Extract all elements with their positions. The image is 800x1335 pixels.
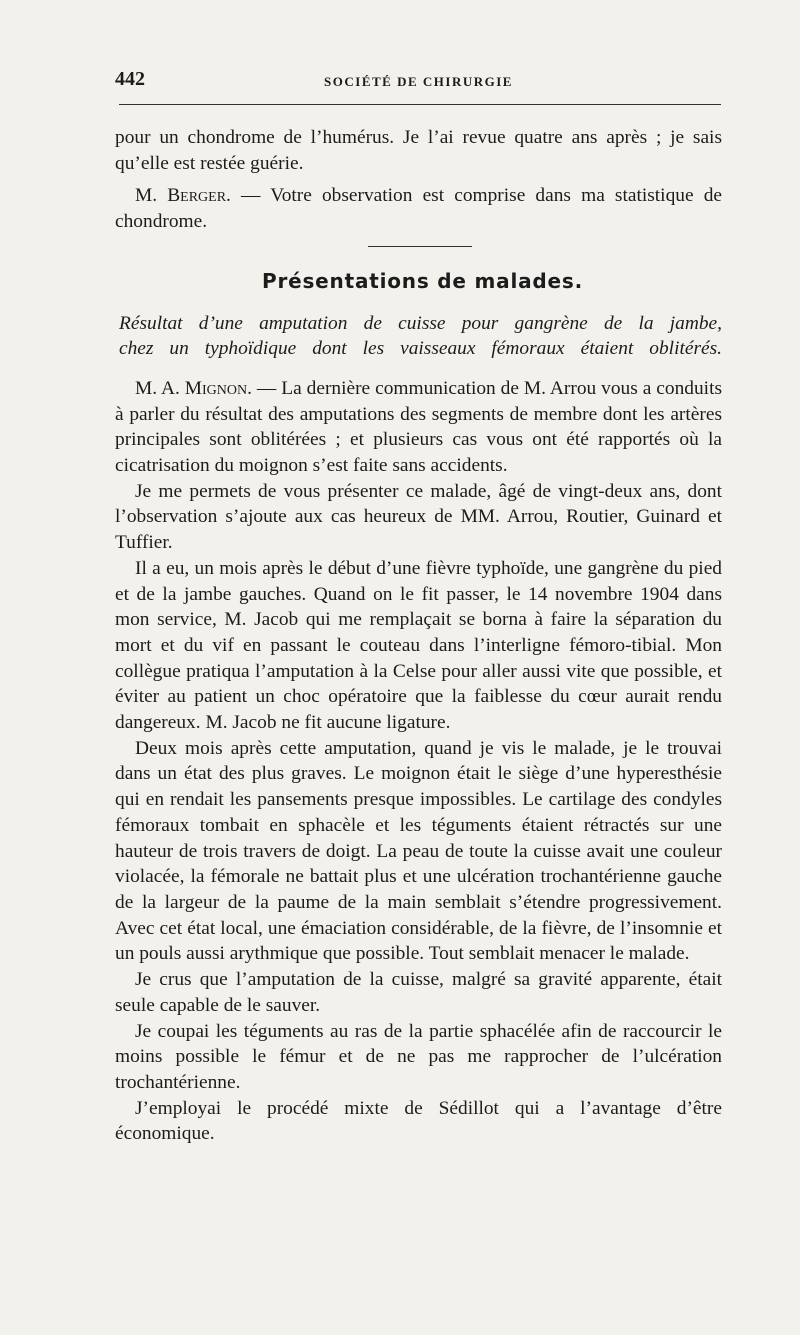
paragraph-continuation: pour un chondrome de l’humérus. Je l’ai revue quatre ans après ; je sais qu’elle est restée guérie. xyxy=(115,127,722,174)
body-text xyxy=(115,125,722,1147)
paragraph: Je me permets de vous présenter ce malade, âgé de vingt-deux ans, dont l’observation s’ajoute aux cas heureux de MM. Arrou, Routier, Guinard et Tuffier. xyxy=(115,480,722,554)
paragraph: Je coupai les téguments au ras de la partie sphacélée afin de raccourcir le moins possible le fémur et de ne pas me rapprocher de l’ulcération trochantérienne. xyxy=(115,1020,722,1093)
paragraph-text: — Votre observation est comprise dans ma statistique de chondrome. xyxy=(115,185,722,233)
paragraph: Je crus que l’amputation de la cuisse, malgré sa gravité apparente, était seule capable de le sauver. xyxy=(115,969,722,1016)
paragraph-mignon xyxy=(115,376,722,479)
section-divider xyxy=(368,246,472,247)
paragraph: Il a eu, un mois après le début d’une fièvre typhoïde, une gangrène du pied et de la jambe gauches. Quand on le fit passer, le 14 novembre 1904 dans mon service, M. Jacob qui me remplaçait se borna à faire la séparation du mort et du vif en passant le couteau dans l’interligne fémoro-tibial. Mon collègue pratiqua l’amputation à la Celse pour aller aussi vite que possible, et éviter au patient un choc opératoire que la faiblesse du cœur aurait rendu dangereux. M. Jacob ne fit aucune ligature. xyxy=(115,557,722,734)
paragraph: Deux mois après cette amputation, quand je vis le malade, je le trouvai dans un état des plus graves. Le moignon était le siège d’une hyperesthésie qui en rendait les pansements presque impossibles. Le cartilage des condyles fémoraux tombait en sphacèle et les téguments étaient rétractés sur une hauteur de trois travers de doigt. La peau de toute la cuisse avait une couleur violacée, la fémorale ne battait plus et une ulcération trochantérienne gauche de la largeur de la paume de la main semblait s’étendre progressivement. Avec cet état local, une émaciation considérable, de la fièvre, de l’insomnie et un pouls aussi arythmique que possible. Tout semblait menacer le malade. xyxy=(115,737,722,965)
page-number: 442 xyxy=(115,68,145,90)
paragraph-berger xyxy=(115,183,722,234)
speaker-name: M. Berger. xyxy=(135,185,231,207)
running-head: SOCIÉTÉ DE CHIRURGIE xyxy=(324,74,513,89)
speaker-name: M. A. Mignon. xyxy=(135,377,252,399)
header-rule xyxy=(119,104,721,105)
subtitle-line: Résultat d’une amputation de cuisse pour gangrène de la jambe, xyxy=(119,312,722,334)
section-title: Présentations de malades. xyxy=(261,268,584,293)
article-subtitle xyxy=(115,311,722,362)
page-header xyxy=(115,64,722,94)
subtitle-line: chez un typhoïdique dont les vaisseaux fémoraux étaient oblitérés. xyxy=(119,338,722,360)
paragraph: J’employai le procédé mixte de Sédillot qui a l’avantage d’être économique. xyxy=(115,1097,722,1145)
paragraph-text: — La dernière communication de M. Arrou vous a conduits à parler du résultat des amputations des segments de membre dont les artères principales sont oblitérées ; et plusieurs cas vous ont été rapportés où la cicatrisation du moignon s’est faite sans accidents. xyxy=(115,377,723,477)
